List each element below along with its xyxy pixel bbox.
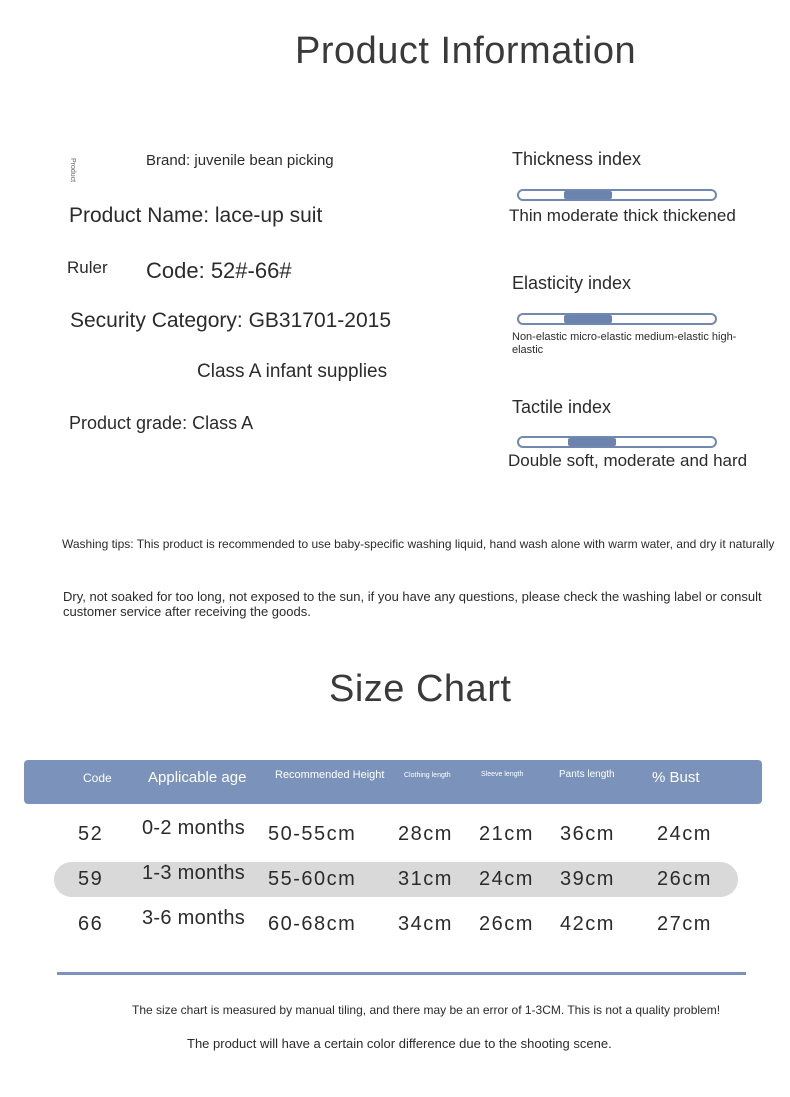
- index-title: Tactile index: [512, 397, 612, 417]
- index-scale: Double soft, moderate and hard: [508, 451, 748, 470]
- index-track: [517, 189, 717, 201]
- index-scale: Non-elastic micro-elastic medium-elastic high-elastic: [512, 331, 737, 356]
- index-fill: [568, 438, 616, 446]
- index-track: [517, 313, 717, 325]
- error-note: The size chart is measured by manual tiling, and there may be an error of 1-3CM. This is not a quality problem!: [132, 1003, 721, 1017]
- cell-clothing-length: 31cm: [398, 868, 453, 890]
- cell-age: 3-6 months: [142, 907, 246, 929]
- washing-tip-1: Washing tips: This product is recommended to use baby-specific washing liquid, hand wash alone with warm water, and dry it naturally: [62, 537, 775, 551]
- header-pants-length: Pants length: [559, 769, 615, 780]
- cell-bust: 27cm: [657, 913, 712, 935]
- product-name-text: Product Name: lace-up suit: [69, 204, 323, 227]
- security-category-text: Security Category: GB31701-2015: [70, 309, 392, 332]
- code-text: Code: 52#-66#: [146, 258, 292, 283]
- cell-code: 52: [78, 823, 104, 845]
- index-fill: [564, 315, 612, 323]
- size-chart-title: Size Chart: [329, 668, 512, 710]
- cell-age: 1-3 months: [142, 862, 246, 884]
- index-scale: Thin moderate thick thickened: [509, 206, 736, 225]
- index-track: [517, 436, 717, 448]
- brand-text: Brand: juvenile bean picking: [146, 152, 334, 169]
- cell-code: 66: [78, 913, 104, 935]
- cell-clothing-length: 34cm: [398, 913, 453, 935]
- product-grade-text: Product grade: Class A: [69, 413, 254, 433]
- cell-bust: 24cm: [657, 823, 712, 845]
- size-table-header: [24, 760, 762, 804]
- class-line-text: Class A infant supplies: [197, 361, 388, 382]
- cell-height: 50-55cm: [268, 823, 357, 845]
- cell-age: 0-2 months: [142, 817, 246, 839]
- header-applicable-age: Applicable age: [148, 769, 247, 786]
- color-note: The product will have a certain color difference due to the shooting scene.: [187, 1036, 612, 1051]
- vertical-label: Product: [69, 158, 76, 183]
- index-fill: [564, 191, 612, 199]
- cell-clothing-length: 28cm: [398, 823, 453, 845]
- header-code: Code: [83, 771, 112, 785]
- header-sleeve-length: Sleeve length: [481, 771, 524, 778]
- index-title: Elasticity index: [512, 273, 632, 293]
- page-title: Product Information: [295, 30, 637, 72]
- cell-height: 55-60cm: [268, 868, 357, 890]
- cell-code: 59: [78, 868, 104, 890]
- header-recommended-height: Recommended Height: [275, 769, 385, 781]
- header-bust: % Bust: [652, 769, 700, 786]
- index-title: Thickness index: [512, 149, 642, 169]
- cell-bust: 26cm: [657, 868, 712, 890]
- cell-sleeve-length: 26cm: [479, 913, 534, 935]
- cell-pants-length: 42cm: [560, 913, 615, 935]
- cell-pants-length: 36cm: [560, 823, 615, 845]
- ruler-label: Ruler: [67, 258, 108, 277]
- cell-height: 60-68cm: [268, 913, 357, 935]
- cell-sleeve-length: 21cm: [479, 823, 534, 845]
- cell-sleeve-length: 24cm: [479, 868, 534, 890]
- washing-tip-2: Dry, not soaked for too long, not exposed to the sun, if you have any questions, please check the washing label or consult customer service after receiving the goods.: [63, 589, 762, 619]
- divider-line: [57, 972, 746, 975]
- cell-pants-length: 39cm: [560, 868, 615, 890]
- header-clothing-length: Clothing length: [404, 772, 451, 779]
